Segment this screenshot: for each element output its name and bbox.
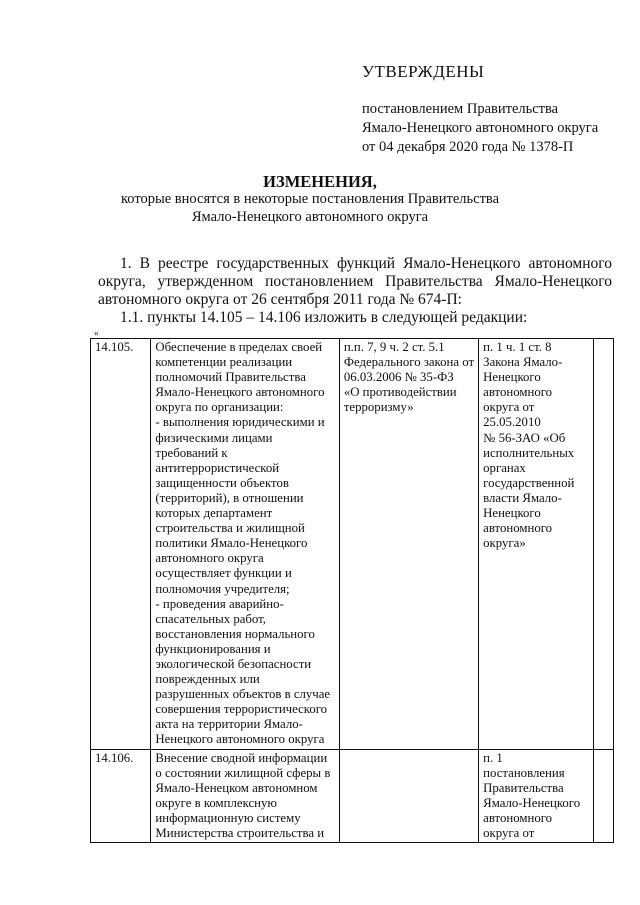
cell-line: государственной <box>483 475 575 490</box>
federal-basis <box>339 339 478 750</box>
cell-line: антитеррористической <box>155 460 280 475</box>
cell-line: терроризму» <box>343 400 414 415</box>
cell-line: полномочия учредителя; <box>155 581 290 596</box>
item-number: 14.105. <box>91 339 151 750</box>
cell-line: осуществляет функции и <box>155 566 292 581</box>
cell-line: экологической безопасности <box>155 656 312 671</box>
cell-line: строительства и жилищной <box>155 521 305 536</box>
cell-line: поврежденных или <box>155 672 260 687</box>
cell-line: защищенности объектов <box>155 475 289 490</box>
cell-line: информационную систему <box>155 810 301 825</box>
cell-line: п. 1 <box>483 750 503 765</box>
cell-line: Обеспечение в пределах своей <box>155 340 323 354</box>
cell-line: п.п. 7, 9 ч. 2 ст. 5.1 <box>343 340 445 354</box>
cell-line: автономного <box>483 810 553 825</box>
functions-table <box>90 338 614 843</box>
cell-line: Закона Ямало- <box>483 355 563 370</box>
document-subheading <box>80 190 540 226</box>
cell-line: политики Ямало-Ненецкого <box>155 536 308 551</box>
cell-line: совершения террористического <box>155 702 328 717</box>
item-description <box>151 749 339 843</box>
cell-line: - выполнения юридическими и <box>155 415 325 430</box>
item-number: 14.106. <box>91 749 151 843</box>
cell-line: округа» <box>483 536 526 551</box>
cell-line: постановления <box>483 765 565 780</box>
cell-line: Ямало-Ненецкого <box>483 795 581 810</box>
cell-line: восстановления нормального <box>155 626 315 641</box>
federal-basis <box>339 749 478 843</box>
item-description <box>151 339 339 750</box>
cell-line: Ненецкого <box>483 370 541 385</box>
cell-line: Ямало-Ненецком автономном <box>155 780 318 795</box>
cell-line: компетенции реализации <box>155 355 293 370</box>
cell-line: округе в комплексную <box>155 795 277 810</box>
cell-line: Ямало-Ненецкого автономного <box>155 385 325 400</box>
cell-line: Внесение сводной информации <box>155 750 328 765</box>
subheading-line: Ямало-Ненецкого автономного округа <box>191 209 429 225</box>
regional-basis <box>479 339 593 750</box>
cell-line: требований к <box>155 445 228 460</box>
cell-line: автономного <box>483 385 553 400</box>
cell-line: которых департамент <box>155 506 273 521</box>
approved-stamp: УТВЕРЖДЕНЫ <box>362 62 485 81</box>
cell-line: полномочий Правительства <box>155 370 306 385</box>
subparagraph-1-1: 1.1. пункты 14.105 – 14.106 изложить в следующей редакции: <box>120 309 528 326</box>
regional-basis <box>479 749 593 843</box>
cell-line: п. 1 ч. 1 ст. 8 <box>483 340 552 354</box>
cell-line: Ненецкого <box>483 506 541 521</box>
cell-line: 25.05.2010 <box>483 415 541 430</box>
cell-line: органах <box>483 460 526 475</box>
table-row <box>91 339 614 750</box>
cell-line: 06.03.2006 № 35-ФЗ <box>343 370 454 385</box>
cell-line: о состоянии жилищной сферы в <box>155 765 331 780</box>
cell-line: округа от <box>483 826 535 840</box>
cell-line: акта на территории Ямало- <box>155 717 303 732</box>
cell-line: власти Ямало- <box>483 490 562 505</box>
empty-cell <box>593 339 614 750</box>
cell-line: автономного <box>483 521 553 536</box>
approval-line: Ямало-Ненецкого автономного округа <box>362 120 599 136</box>
cell-line: Ненецкого автономного округа <box>155 732 325 747</box>
cell-line: «О противодействии <box>343 385 457 400</box>
cell-line: округа по организации: <box>155 400 284 415</box>
document-heading: ИЗМЕНЕНИЯ, <box>263 172 377 191</box>
open-quote: « <box>94 328 99 338</box>
cell-line: автономного округа <box>155 551 264 566</box>
cell-line: Министерства строительства и <box>155 826 325 840</box>
empty-cell <box>593 749 614 843</box>
approval-line: от 04 декабря 2020 года № 1378-П <box>362 139 574 155</box>
table-row <box>91 749 614 843</box>
cell-line: № 56-ЗАО «Об <box>483 430 566 445</box>
cell-line: - проведения аварийно- <box>155 596 284 611</box>
subheading-line: которые вносятся в некоторые постановления Правительства <box>120 191 500 207</box>
cell-line: Правительства <box>483 780 564 795</box>
approval-line: постановлением Правительства <box>362 101 559 117</box>
cell-line: (территорий), в отношении <box>155 490 304 505</box>
cell-line: исполнительных <box>483 445 575 460</box>
cell-line: разрушенных объектов в случае <box>155 687 331 702</box>
cell-line: округа от <box>483 400 535 415</box>
cell-line: функционирования и <box>155 641 271 656</box>
approval-block <box>362 100 598 157</box>
cell-line: спасательных работ, <box>155 611 266 626</box>
cell-line: физическими лицами <box>155 430 273 445</box>
cell-line: Федерального закона от <box>343 355 475 370</box>
paragraph-1: 1. В реестре государственных функций Ямало-Ненецкого автономного округа, утвержденном постановлением Правительства Ямало-Ненецкого автономного округа от 26 сентября 2011 года № 674-П: <box>98 255 612 308</box>
